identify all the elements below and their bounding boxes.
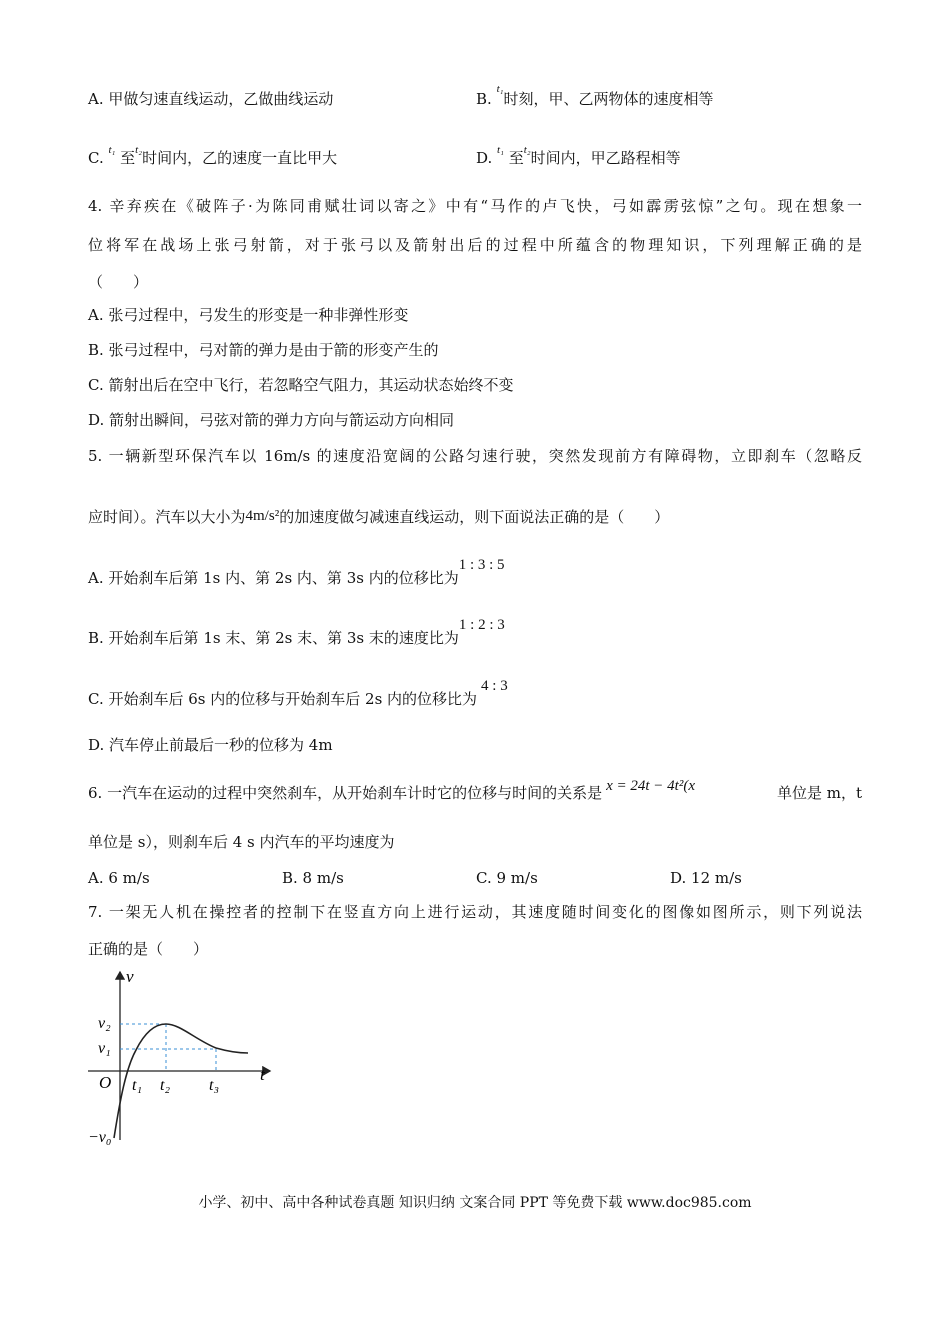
q5-acceleration: 4m/s²	[245, 508, 280, 524]
q3-option-c-prefix: C.	[88, 149, 109, 167]
q6-formula: x = 24t − 4t²(x	[606, 778, 695, 794]
t-axis-label: t	[260, 1065, 265, 1084]
q6-option-a: A. 6 m/s	[88, 869, 150, 887]
q4-option-c: C. 箭射出后在空中飞行，若忽略空气阻力，其运动状态始终不变	[88, 376, 514, 394]
q3-option-b	[476, 83, 714, 111]
v2-label: v₂	[98, 1015, 111, 1032]
q5-option-c-text: C. 开始刹车后 6s 内的位移与开始刹车后 2s 内的位移比为	[88, 690, 478, 708]
q4-option-b: B. 张弓过程中，弓对箭的弹力是由于箭的形变产生的	[88, 341, 439, 359]
q3-option-a: A. 甲做匀速直线运动，乙做曲线运动	[88, 90, 334, 108]
q3-option-c-mid: 至	[120, 149, 136, 167]
q3-option-b-text: 时刻，甲、乙两物体的速度相等	[503, 90, 714, 108]
v1-label: v₁	[98, 1040, 111, 1057]
guide-lines	[120, 1024, 216, 1071]
neg-v0-label: −v₀	[88, 1129, 112, 1146]
q6-option-c: C. 9 m/s	[476, 869, 538, 887]
q5-option-b-ratio: 1 : 2 : 3	[458, 617, 505, 633]
q5-option-c	[88, 678, 508, 710]
q6-stem-line1-pre: 6. 一汽车在运动的过程中突然刹车，从开始刹车计时它的位移与时间的关系是	[88, 784, 603, 802]
q5-option-a	[88, 557, 505, 589]
q5-option-b	[88, 617, 505, 649]
q6-stem-line1-post: 单位是 m，t	[776, 784, 862, 802]
origin-label: O	[99, 1073, 112, 1092]
q3-option-c-text: 时间内，乙的速度一直比甲大	[142, 149, 338, 167]
q5-stem-line2-post: 的加速度做匀减速直线运动，则下面说法正确的是（ ）	[279, 508, 670, 526]
q3-option-d	[476, 144, 681, 170]
q3-option-b-t1: t₁	[496, 83, 504, 95]
t1-label: t₁	[132, 1077, 143, 1094]
q4-stem-line2: 位将军在战场上张弓射箭，对于张弓以及箭射出后的过程中所蕴含的物理知识，下列理解正确的是	[88, 236, 862, 254]
q3-option-d-t1: t₁	[497, 144, 504, 156]
q6-option-b: B. 8 m/s	[282, 869, 344, 887]
q4-option-a: A. 张弓过程中，弓发生的形变是一种非弹性形变	[88, 306, 409, 324]
q7-stem-line1: 7. 一架无人机在操控者的控制下在竖直方向上进行运动，其速度随时间变化的图像如图所示，则下列说法	[88, 903, 862, 921]
q3-option-d-t2: t₂	[523, 144, 531, 156]
q4-bracket: （ ）	[88, 273, 149, 291]
q7-stem-line2: 正确的是（ ）	[88, 940, 209, 958]
q5-option-d: D. 汽车停止前最后一秒的位移为 4m	[88, 736, 333, 754]
q3-option-c	[88, 144, 338, 170]
q3-option-c-t2: t₂	[135, 144, 143, 156]
q4-stem-line1: 4. 辛弃疾在《破阵子·为陈同甫赋壮词以寄之》中有“马作的卢飞快，弓如霹雳弦惊”之句。现在想象一	[88, 197, 862, 215]
q7-velocity-time-graph	[80, 960, 290, 1150]
q5-option-a-ratio: 1 : 3 : 5	[458, 557, 505, 573]
q3-option-c-t1: t₁	[108, 144, 116, 156]
q6-option-d: D. 12 m/s	[670, 869, 742, 887]
q5-option-a-text: A. 开始刹车后第 1s 内、第 2s 内、第 3s 内的位移比为	[88, 569, 459, 587]
q5-option-c-ratio: 4 : 3	[481, 678, 508, 694]
q5-stem-line1: 5. 一辆新型环保汽车以 16m/s 的速度沿宽阔的公路匀速行驶，突然发现前方有障碍物，立即刹车（忽略反	[88, 447, 862, 465]
page-footer: 小学、初中、高中各种试卷真题 知识归纳 文案合同 PPT 等免费下载 www.doc985.com	[198, 1195, 752, 1211]
q6-stem-line2: 单位是 s），则刹车后 4 s 内汽车的平均速度为	[88, 833, 395, 851]
q5-stem-line2-pre: 应时间）。汽车以大小为	[88, 508, 246, 526]
q3-option-d-mid: 至	[508, 149, 524, 167]
t2-label: t₂	[160, 1077, 171, 1094]
q3-option-d-prefix: D.	[476, 149, 498, 167]
q5-stem-line2	[88, 507, 669, 528]
q6-stem-line1	[88, 778, 862, 804]
q5-option-b-text: B. 开始刹车后第 1s 末、第 2s 末、第 3s 末的速度比为	[88, 629, 459, 647]
t3-label: t₃	[209, 1077, 220, 1094]
q3-option-b-prefix: B.	[476, 90, 497, 108]
q4-option-d: D. 箭射出瞬间，弓弦对箭的弹力方向与箭运动方向相同	[88, 411, 455, 429]
q3-option-d-text: 时间内，甲乙路程相等	[530, 149, 681, 167]
v-axis-label: v	[126, 967, 134, 986]
